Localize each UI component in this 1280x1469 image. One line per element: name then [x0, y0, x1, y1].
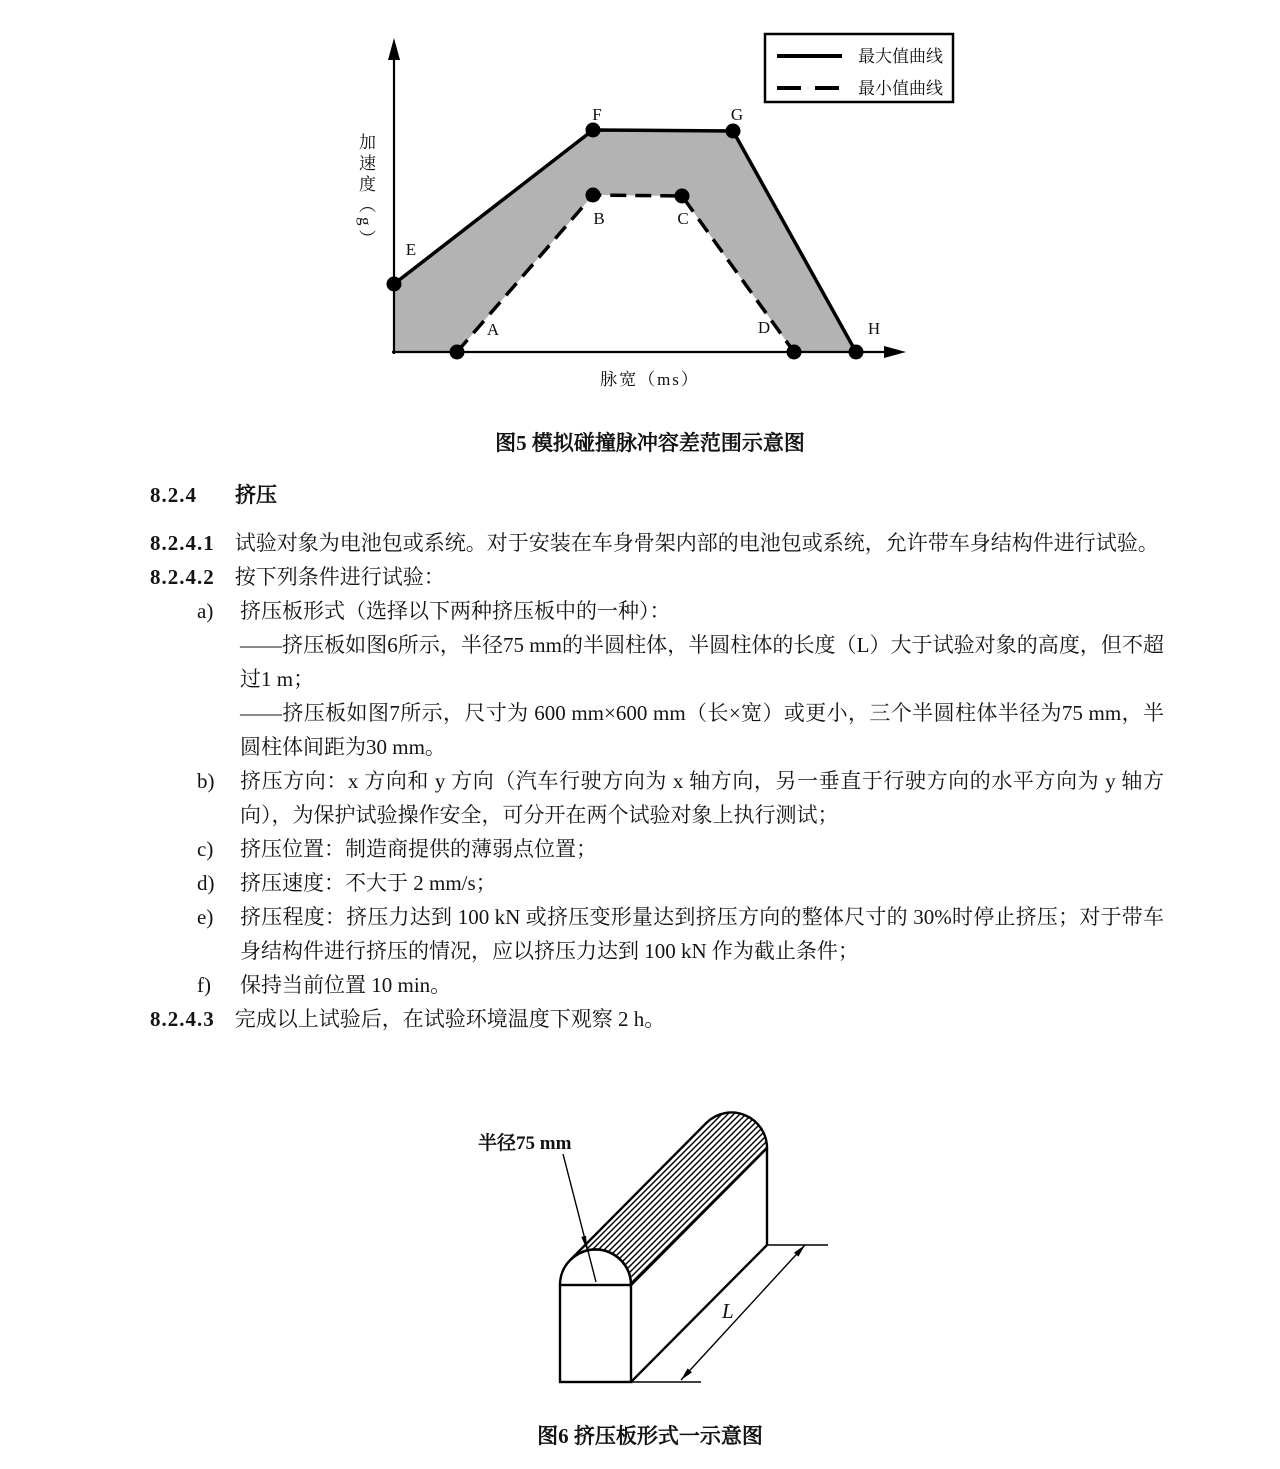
list-item-text: 挤压方向：x 方向和 y 方向（汽车行驶方向为 x 轴方向，另一垂直于行驶方向的水平方向为 y 轴方向），为保护试验操作安全，可分开在两个试验对象上执行测试； [240, 769, 1164, 827]
list-marker: e) [197, 905, 214, 929]
list-marker: b) [197, 769, 215, 793]
point-E [387, 277, 402, 292]
chart-legend [765, 34, 953, 102]
list-item-c [150, 832, 1164, 866]
section-heading-8-2-4 [150, 478, 1164, 512]
list-subitem: ——挤压板如图6所示，半径75 mm的半圆柱体，半圆柱体的长度（L）大于试验对象的高度，但不超过1 m； [240, 633, 1164, 691]
figure5-svg [340, 20, 970, 402]
list-item-text: 挤压速度：不大于 2 mm/s； [240, 871, 497, 895]
label-F: F [592, 105, 602, 124]
point-C [675, 189, 690, 204]
clause-text: 完成以上试验后，在试验环境温度下观察 2 h。 [234, 1007, 666, 1031]
clause-number: 8.2.4.3 [150, 1007, 215, 1031]
list-marker: d) [197, 871, 215, 895]
point-B [586, 188, 601, 203]
figure6-svg [400, 1080, 900, 1415]
clause-text: 按下列条件进行试验： [234, 565, 445, 589]
figure6-crush-plate-drawing [400, 1080, 900, 1415]
list-item-e [150, 900, 1164, 968]
list-marker: a) [197, 599, 214, 623]
list-marker: f) [197, 973, 211, 997]
y-axis-label: 加速度（g） [356, 133, 375, 251]
figure5-caption: 图5 模拟碰撞脉冲容差范围示意图 [495, 431, 805, 455]
point-F [586, 123, 601, 138]
x-axis-label: 脉宽（ms） [600, 370, 700, 389]
list-subitem: ——挤压板如图7所示，尺寸为 600 mm×600 mm（长×宽）或更小，三个半圆柱体半径为75 mm，半圆柱体间距为30 mm。 [240, 701, 1164, 759]
label-G: G [730, 105, 744, 124]
tolerance-band [394, 130, 856, 352]
clause-text: 试验对象为电池包或系统。对于安装在车身骨架内部的电池包或系统，允许带车身结构件进行试验。 [234, 531, 1159, 555]
point-H [849, 345, 864, 360]
list-item-text: 保持当前位置 10 min。 [240, 973, 452, 997]
list-item-b [150, 764, 1164, 832]
length-label: L [722, 1299, 734, 1323]
section-number: 8.2.4 [150, 483, 197, 507]
legend-max-label: 最大值曲线 [858, 47, 943, 66]
section-title: 挤压 [235, 483, 277, 507]
hatching [526, 1100, 814, 1310]
figure6-caption: 图6 挤压板形式一示意图 [537, 1424, 763, 1448]
list-item-f [150, 968, 1164, 1002]
point-G [726, 124, 741, 139]
point-D [787, 345, 802, 360]
prism-outline [560, 1113, 767, 1382]
list-marker: c) [197, 837, 214, 861]
list-item-text: 挤压位置：制造商提供的薄弱点位置； [240, 837, 597, 861]
label-C: C [677, 209, 689, 228]
legend-min-label: 最小值曲线 [858, 79, 943, 98]
front-face [560, 1285, 631, 1382]
label-H: H [867, 319, 881, 338]
arrowheads [581, 1236, 805, 1380]
list-item-d [150, 866, 1164, 900]
figure5-pulse-tolerance-chart [340, 20, 970, 402]
list-item-text: 挤压板形式（选择以下两种挤压板中的一种）： [240, 599, 671, 623]
paragraph-8-2-4-3 [150, 1002, 1164, 1036]
body-text [150, 478, 1164, 1036]
point-A [450, 345, 465, 360]
list-item-a [150, 594, 1164, 764]
y-axis-arrow [388, 38, 400, 60]
radius-label: 半径75 mm [478, 1133, 572, 1154]
label-D: D [757, 318, 771, 337]
paragraph-8-2-4-2 [150, 560, 1164, 594]
list-item-text: 挤压程度：挤压力达到 100 kN 或挤压变形量达到挤压方向的整体尺寸的 30%时停止挤压；对于带车身结构件进行挤压的情况，应以挤压力达到 100 kN 作为截止条件； [240, 905, 1164, 963]
clause-number: 8.2.4.1 [150, 531, 215, 555]
label-B: B [593, 209, 605, 228]
x-axis-arrow [884, 346, 906, 358]
label-E: E [405, 240, 417, 259]
label-A: A [486, 320, 500, 339]
clause-number: 8.2.4.2 [150, 565, 215, 589]
curved-surface-outline [570, 1113, 767, 1285]
paragraph-8-2-4-1 [150, 526, 1164, 560]
